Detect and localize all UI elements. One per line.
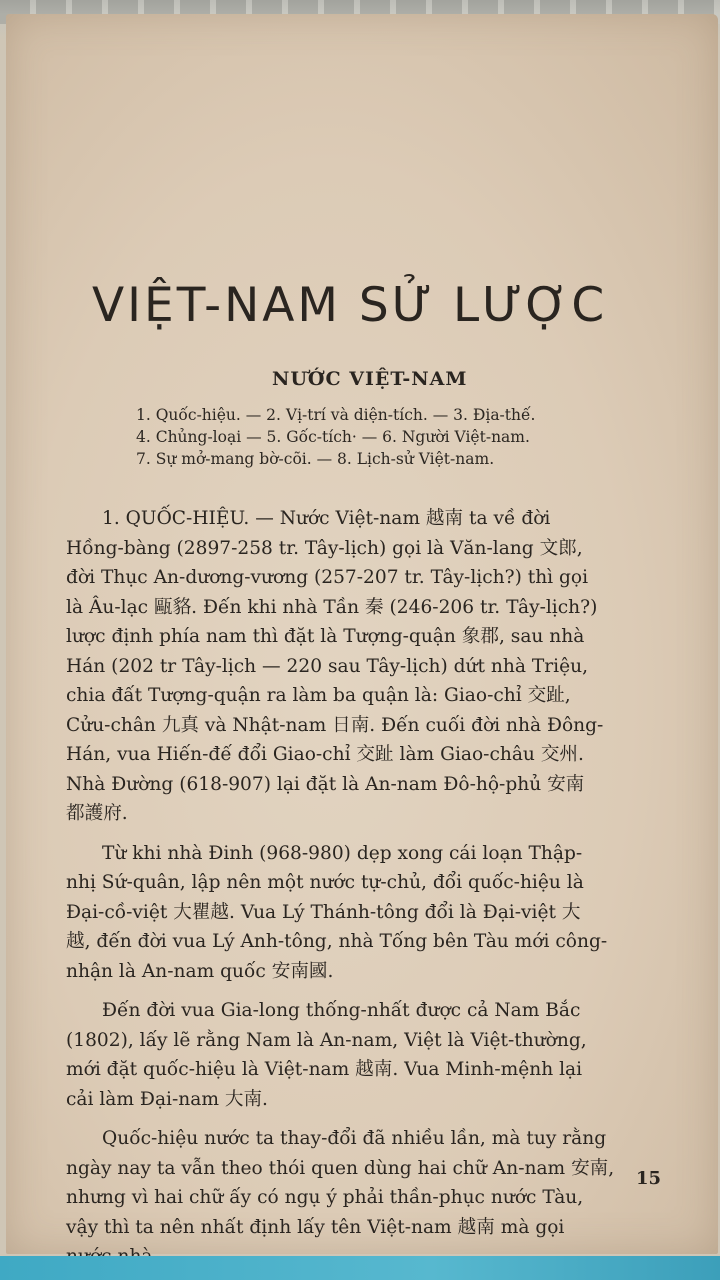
text-line: Nhà Đường (618-907) lại đặt là An-nam Đô-hộ-phủ 安南	[66, 773, 585, 795]
text-line: 越, đến đời vua Lý Anh-tông, nhà Tống bên Tàu mới công-	[66, 931, 608, 952]
toc-line: 4. Chủng-loại — 5. Gốc-tích· — 6. Người Việt-nam.	[136, 428, 530, 446]
paragraph-quoc-hieu	[66, 504, 666, 829]
text-line: là Âu-lạc 甌貉. Đến khi nhà Tần 秦 (246-206 tr. Tây-lịch?)	[66, 596, 598, 618]
text-line: mới đặt quốc-hiệu là Việt-nam 越南. Vua Minh-mệnh lại	[66, 1059, 583, 1080]
text-line: Đến đời vua Gia-long thống-nhất được cả Nam Bắc	[102, 1000, 581, 1021]
text-line: cải làm Đại-nam 大南.	[66, 1088, 268, 1110]
text-line: lược định phía nam thì đặt là Tượng-quận 象郡, sau nhà	[66, 626, 585, 647]
text-line: 1. QUỐC-HIỆU. — Nước Việt-nam 越南 ta về đời	[102, 508, 551, 529]
paragraph-gia-long	[66, 996, 666, 1114]
text-line: Hán (202 tr Tây-lịch — 220 sau Tây-lịch) dứt nhà Triệu,	[66, 655, 588, 677]
text-line: Hồng-bàng (2897-258 tr. Tây-lịch) gọi là Văn-lang 文郎,	[66, 537, 583, 559]
paragraph-dinh-dynasty	[66, 839, 666, 987]
text-line: Quốc-hiệu nước ta thay-đổi đã nhiều lần, mà tuy rằng	[102, 1128, 607, 1149]
text-line: đời Thục An-dương-vương (257-207 tr. Tây-lịch?) thì gọi	[66, 567, 589, 588]
toc-line: 1. Quốc-hiệu. — 2. Vị-trí và diện-tích. — 3. Địa-thế.	[136, 406, 536, 424]
toc-line: 7. Sự mở-mang bờ-cõi. — 8. Lịch-sử Việt-nam.	[136, 450, 495, 468]
text-line: nhưng vì hai chữ ấy có ngụ ý phải thần-phục nước Tàu,	[66, 1187, 584, 1208]
text-line: ngày nay ta vẫn theo thói quen dùng hai chữ An-nam 安南,	[66, 1157, 615, 1179]
page-number: 15	[636, 1168, 662, 1189]
paragraph-conclusion	[66, 1124, 666, 1272]
page-title: VIỆT-NAM SỬ LƯỢC	[92, 278, 608, 333]
text-line: nhị Sứ-quân, lập nên một nước tự-chủ, đổi quốc-hiệu là	[66, 872, 584, 893]
body-text	[66, 504, 666, 1272]
text-line: chia đất Tượng-quận ra làm ba quận là: Giao-chỉ 交趾,	[66, 685, 571, 706]
text-line: (1802), lấy lẽ rằng Nam là An-nam, Việt là Việt-thường,	[66, 1029, 587, 1051]
text-line: Cửu-chân 九真 và Nhật-nam 日南. Đến cuối đời nhà Đông-	[66, 714, 604, 736]
text-line: 都護府.	[66, 803, 128, 824]
section-subtitle: NƯỚC VIỆT-NAM	[272, 368, 468, 390]
background-surface	[0, 1256, 720, 1280]
text-line: nhận là An-nam quốc 安南國.	[66, 960, 334, 982]
text-line: Từ khi nhà Đinh (968-980) dẹp xong cái loạn Thập-	[102, 842, 583, 864]
text-line: Hán, vua Hiến-đế đổi Giao-chỉ 交趾 làm Giao-châu 交州.	[66, 744, 584, 765]
text-line: vậy thì ta nên nhất định lấy tên Việt-nam 越南 mà gọi	[66, 1216, 565, 1238]
text-line: Đại-cồ-việt 大瞿越. Vua Lý Thánh-tông đổi là Đại-việt 大	[66, 901, 581, 923]
table-of-contents	[136, 404, 535, 470]
